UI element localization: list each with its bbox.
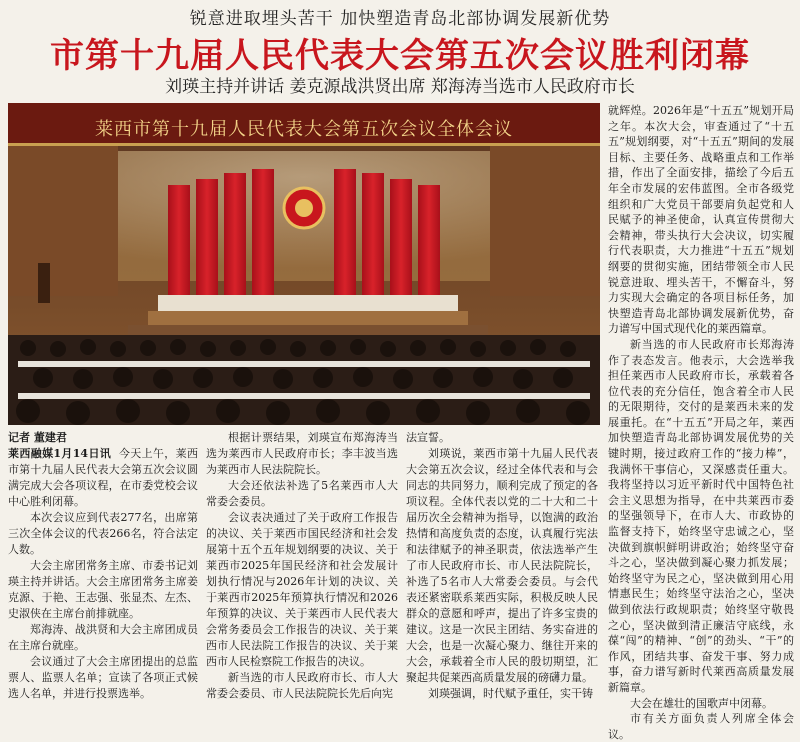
paragraph: 新当选的市人民政府市长、市人大常委会委员、市人民法院院长先后向宪 bbox=[206, 671, 398, 700]
paragraph: 郑海涛、战洪贤和大会主席团成员在主席台就座。 bbox=[8, 623, 198, 652]
article-column-3 bbox=[406, 430, 598, 700]
paragraph: 会议表决通过了关于政府工作报告的决议、关于莱西市国民经济和社会发展第十五个五年规划纲要的决议、关于莱西市2025年国民经济和社会发展计划执行情况与2026年计划的决议、关于莱西市2025年预算执行情况和2026年预算的决议、关于莱西市人民代表大会常务委员会工作报告的决议、关于莱西市人民法院工作报告的决议、关于莱西市人民检察院工作报告的决议。 bbox=[206, 511, 398, 668]
headline: 市第十九届人民代表大会第五次会议胜利闭幕 bbox=[50, 36, 750, 76]
paragraph: 会议通过了大会主席团提出的总监票人、监票人名单；宣读了各项正式候选人名单，并进行投票选举。 bbox=[8, 655, 198, 700]
kicker: 锐意进取埋头苦干 加快塑造青岛北部协调发展新优势 bbox=[189, 9, 611, 29]
paragraph: 法宣誓。 bbox=[406, 431, 450, 444]
paragraph: 大会还依法补选了5名莱西市人大常委会委员。 bbox=[206, 479, 398, 508]
paragraph: 刘瑛强调，时代赋予重任，实干铸 bbox=[428, 687, 593, 700]
paragraph: 刘瑛说，莱西市第十九届人民代表大会第五次会议，经过全体代表和与会同志的共同努力，顺利完成了预定的各项议程。全体代表以党的二十大和二十届历次全会精神为指导，以饱满的政治热情和高度负责的态度，认真履行宪法和法律赋予的神圣职责，依法选举产生了市人民政府市长、市人民法院院长，补选了5名市人大常委会委员。与会代表还紧密联系莱西实际，积极反映人民群众的意愿和呼声，提出了许多宝贵的建议。这是一次民主团结、务实奋进的大会，也是一次凝心聚力、继往开来的大会，承载着全市人民的殷切期望，汇聚起共促莱西高质量发展的磅礴力量。 bbox=[406, 447, 598, 684]
byline: 记者 董建君 bbox=[8, 431, 67, 444]
article-column-2 bbox=[206, 430, 398, 700]
paragraph: 新当选的市人民政府市长郑海涛作了表态发言。他表示，大会选举我担任莱西市人民政府市长，承载着各位代表的充分信任，饱含着全市人民的无限期待，交付的是莱西未来的发展重托。在“十五五”开局之年，莱西加快塑造青岛北部协调发展优势的关键时期，接过政府工作的“接力棒”，我满怀干事信心，又深感责任重大。我将坚持以习近平新时代中国特色社会主义思想为指导，在中共莱西市委的坚强领导下，在市人大、市政协的监督支持下，始终坚守忠诚之心，坚决做到旗帜鲜明讲政治；始终坚守奋斗之心，坚决做到凝心聚力抓发展；始终坚守为民之心，坚决做到用心用情惠民生；始终坚守法治之心，坚决做到依法行政规职责；始终坚守敬畏之心，坚决做到清正廉洁守底线，永葆“闯”的精神、“创”的劲头、“干”的作风，团结共事、奋发干事、努力成事，奋力谱写新时代莱西高质量发展新篇章。 bbox=[608, 337, 794, 694]
dateline: 莱西融媒1月14日讯 bbox=[8, 447, 112, 460]
conference-photo bbox=[8, 103, 600, 425]
paragraph: 大会在雄壮的国歌声中闭幕。 bbox=[630, 696, 773, 710]
photo-banner-text: 莱西市第十九届人民代表大会第五次会议全体会议 bbox=[95, 119, 513, 140]
paragraph: 莱西融媒1月14日讯 今天上午，莱西市第十九届人民代表大会第五次会议圆满完成大会各项议程，在市委党校会议中心胜利闭幕。 bbox=[8, 447, 198, 508]
paragraph: 大会主席团常务主席、市委书记刘瑛主持并讲话。大会主席团常务主席姜克源、于艳、王志强、张显杰、左杰、史淑侠在主席台前排就座。 bbox=[8, 559, 198, 620]
subhead: 刘瑛主持并讲话 姜克源战洪贤出席 郑海涛当选市人民政府市长 bbox=[165, 77, 635, 97]
article-column-1 bbox=[8, 430, 198, 700]
paragraph: 市有关方面负责人列席全体会议。 bbox=[608, 712, 794, 741]
paragraph: 本次会议应到代表277名，出席第三次全体会议的代表266名，符合法定人数。 bbox=[8, 511, 198, 556]
paragraph: 就辉煌。2026年是“十五五”规划开局之年。本次大会，审查通过了“十五五”规划纲要，对“十五五”期间的发展目标、主要任务、战略重点和工作举措，作出了全面安排，描绘了今后五年全市发展的宏伟蓝图。全市各级党组织和广大党员干部要肩负起党和人民赋予的神圣使命，认真宣传贯彻大会精神，带头执行大会决议，切实履行代表职责，大力推进“十五五”规划纲要的贯彻实施，团结带领全市人民锐意进取、埋头苦干，不懈奋斗，努力实现大会确定的各项目标任务，加快塑造青岛北部协调发展新优势，奋力谱写中国式现代化的莱西篇章。 bbox=[608, 104, 794, 336]
paragraph: 根据计票结果，刘瑛宣布郑海涛当选为莱西市人民政府市长；李丰波当选为莱西市人民法院院长。 bbox=[206, 431, 398, 476]
conference-hall-illustration bbox=[8, 103, 600, 425]
article-column-4 bbox=[608, 103, 794, 741]
